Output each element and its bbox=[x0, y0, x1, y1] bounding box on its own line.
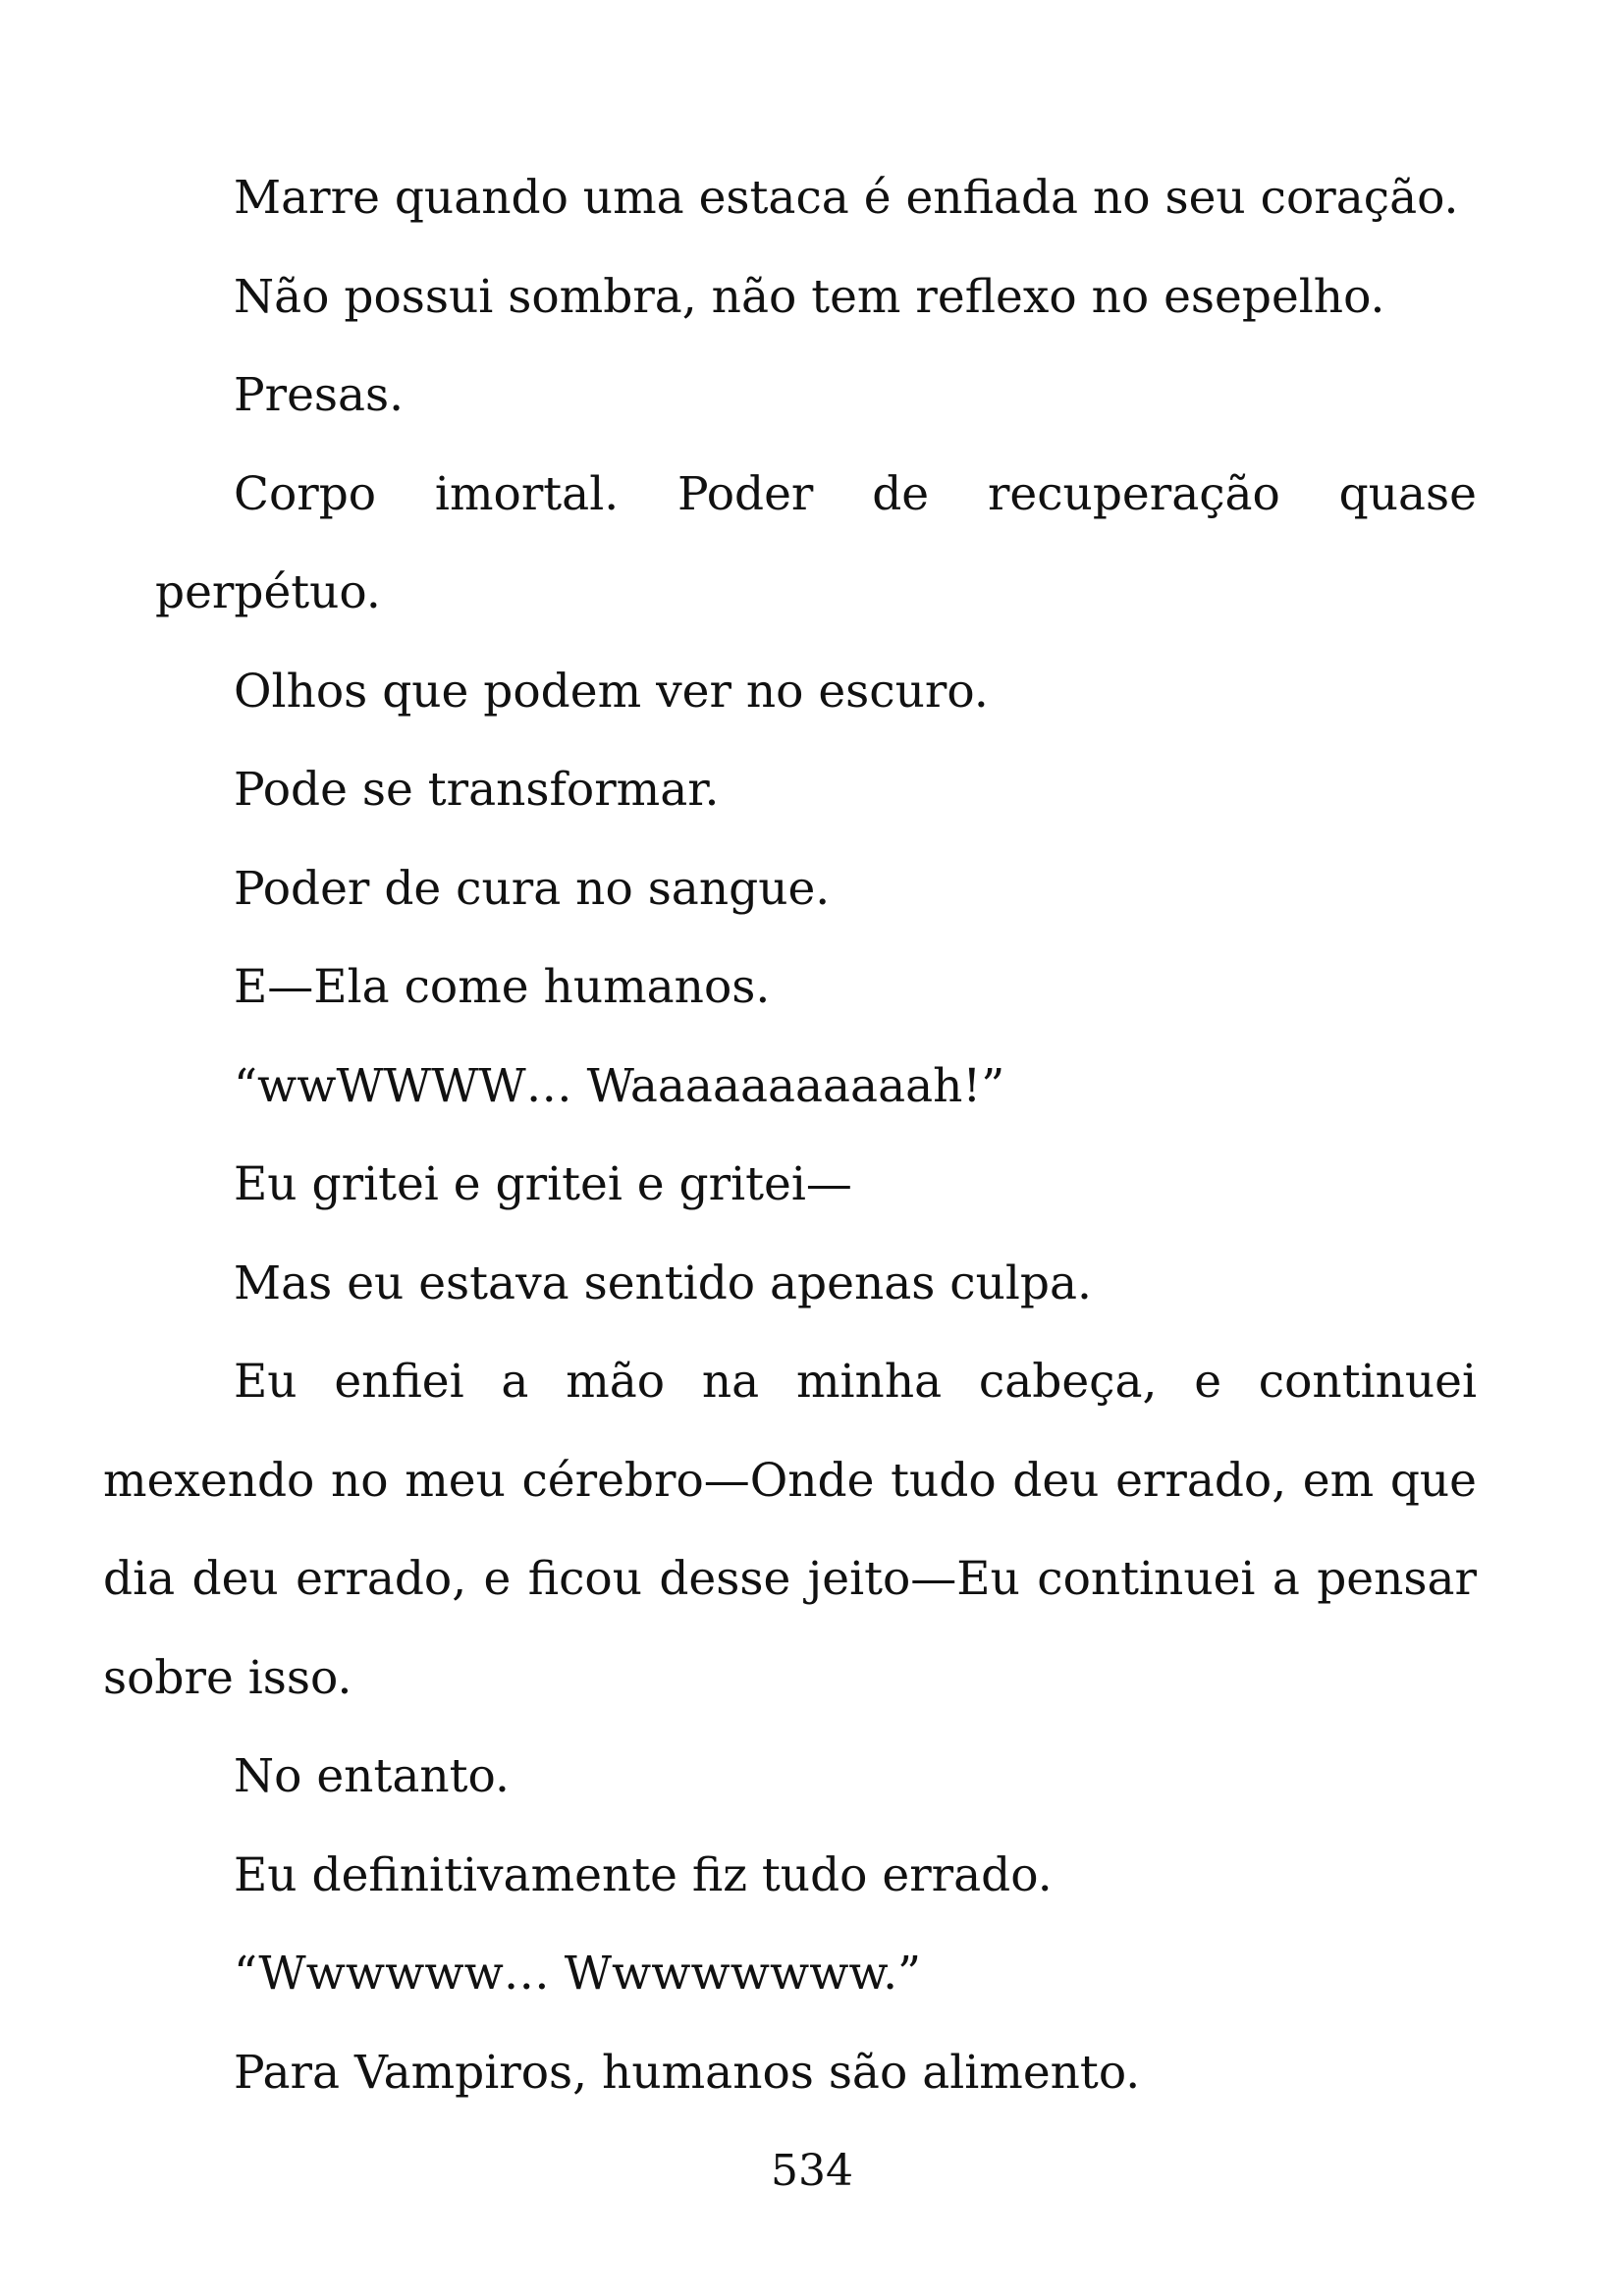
paragraph: “Wwwwww… Wwwwwwww.” bbox=[234, 1947, 922, 2001]
paragraph: Para Vampiros, humanos são alimento. bbox=[234, 2045, 1141, 2100]
paragraph: Corpo imortal. Poder de recuperação quase perpétuo. bbox=[155, 466, 1477, 619]
paragraph: Eu gritei e gritei e gritei— bbox=[234, 1157, 852, 1211]
paragraph: Mas eu estava sentido apenas culpa. bbox=[234, 1255, 1092, 1310]
paragraph: Presas. bbox=[234, 368, 405, 422]
paragraph: No entanto. bbox=[234, 1749, 510, 1803]
paragraph: E—Ela come humanos. bbox=[234, 960, 771, 1014]
paragraph: Não possui sombra, não tem reflexo no esepelho. bbox=[234, 269, 1385, 324]
body-text bbox=[103, 149, 1477, 2122]
paragraph: Pode se transformar. bbox=[234, 763, 720, 817]
paragraph: Poder de cura no sangue. bbox=[234, 861, 831, 916]
paragraph: Olhos que podem ver no escuro. bbox=[234, 664, 989, 719]
paragraph: Marre quando uma estaca é enfiada no seu coração. bbox=[234, 171, 1459, 225]
paragraph: “wwWWWW… Waaaaaaaaaaah!” bbox=[234, 1058, 1005, 1113]
paragraph: Eu definitivamente fiz tudo errado. bbox=[234, 1847, 1053, 1902]
paragraph-long: Eu enfiei a mão na minha cabeça, e continuei mexendo no meu cérebro—Onde tudo deu errado, em que dia deu errado, e ficou desse jeito—Eu continuei a pensar sobre isso. bbox=[103, 1355, 1477, 1705]
page-number: 534 bbox=[771, 2146, 853, 2196]
